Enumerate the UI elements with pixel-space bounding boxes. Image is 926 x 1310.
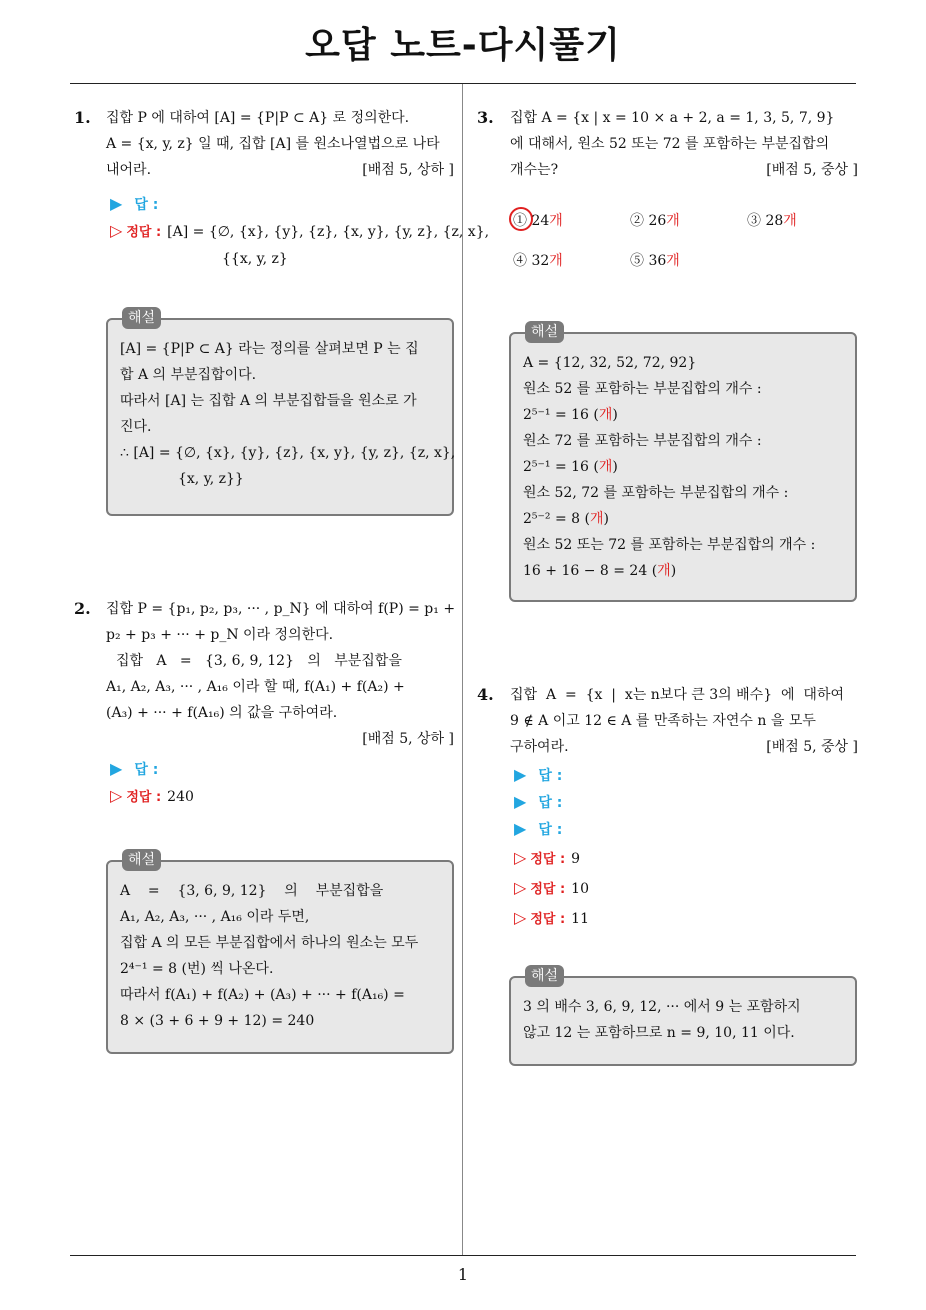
correct-answer-value: 240: [167, 789, 194, 805]
outline-triangle-icon: ▷: [514, 848, 527, 867]
question-2: [106, 596, 454, 811]
choice-mark: ③: [747, 213, 761, 229]
answer-row: [514, 789, 858, 816]
explanation-line: 합 A 의 부분집합이다.: [120, 367, 257, 383]
correct-answer-value-cont: {{x, y, z}: [222, 251, 288, 267]
answer-label: 답 :: [538, 768, 563, 784]
choice-mark: ①: [513, 213, 527, 229]
correct-answer-row: [514, 845, 858, 873]
correct-label: 정답 :: [530, 882, 566, 897]
score-label: [배점 5, 중상 ]: [766, 739, 858, 755]
play-triangle-icon: ▶: [110, 759, 123, 778]
outline-triangle-icon: ▷: [110, 786, 123, 805]
question-text-line: 구하여라.: [510, 739, 569, 755]
choice-value: 24: [531, 213, 550, 229]
choice-value: 32: [531, 253, 550, 269]
question-text-line: 집합 A = {x | x는 n보다 큰 3의 배수} 에 대하여: [510, 687, 845, 703]
explanation-line: A = {12, 32, 52, 72, 92}: [523, 355, 697, 371]
explanation-label: 해설: [525, 321, 564, 343]
choice-value: 36: [648, 253, 667, 269]
correct-answer-row: [514, 905, 858, 933]
explanation-label: 해설: [122, 307, 161, 329]
choice-value: 26: [648, 213, 667, 229]
choice-unit: 개: [666, 253, 680, 269]
header-rule: [70, 83, 856, 84]
choice-5[interactable]: [630, 248, 680, 274]
question-text-line: p₂ + p₃ + ··· + p_N 이라 정의한다.: [106, 627, 334, 643]
answer-row: [514, 762, 858, 789]
explanation-line: [A] = {P|P ⊂ A} 라는 정의를 살펴보면 P 는 집: [120, 341, 419, 357]
correct-label: 정답 :: [530, 852, 566, 867]
question-2-number: 2.: [74, 599, 91, 618]
explanation-line: 2⁴⁻¹ = 8 (번) 씩 나온다.: [120, 961, 274, 977]
explanation-line: 2⁵⁻¹ = 16 (개): [523, 459, 618, 475]
score-label: [배점 5, 상하 ]: [362, 162, 454, 178]
choice-mark: ④: [513, 253, 527, 269]
question-text-line: 집합 P = {p₁, p₂, p₃, ··· , p_N} 에 대하여 f(P) = p₁ +: [106, 601, 456, 617]
choice-mark: ⑤: [630, 253, 644, 269]
page-number: 1: [457, 1265, 469, 1284]
explanation-line: 따라서 f(A₁) + f(A₂) + (A₃) + ··· + f(A₁₆) =: [120, 987, 405, 1003]
answer-label: 답 :: [134, 762, 159, 778]
explanation-box-4: [509, 968, 857, 1066]
explanation-box-1: [106, 310, 456, 516]
explanation-line: ∴ [A] = {∅, {x}, {y}, {z}, {x, y}, {y, z}, {z, x},: [120, 445, 456, 461]
explanation-line: 원소 72 를 포함하는 부분집합의 개수 :: [523, 433, 762, 449]
footer-rule: [70, 1255, 856, 1256]
choice-mark: ②: [630, 213, 644, 229]
correct-answer-row: [514, 875, 858, 903]
explanation-line: 8 × (3 + 6 + 9 + 12) = 240: [120, 1013, 315, 1029]
correct-answer-row: [110, 218, 490, 246]
correct-label: 정답 :: [126, 790, 162, 805]
explanation-line: 2⁵⁻¹ = 16 (개): [523, 407, 618, 423]
question-text-line: 집합 A = {3, 6, 9, 12} 의 부분집합을: [116, 653, 402, 669]
choice-unit: 개: [549, 253, 563, 269]
correct-answer-value: [A] = {∅, {x}, {y}, {z}, {x, y}, {y, z}, {z, x},: [167, 224, 490, 240]
correct-label: 정답 :: [530, 912, 566, 927]
correct-answer-value: 9: [571, 851, 581, 867]
explanation-box-2: [106, 852, 454, 1054]
choice-3[interactable]: [747, 208, 797, 234]
page-title: 오답 노트-다시풀기: [305, 25, 621, 66]
correct-label: 정답 :: [126, 225, 162, 240]
score-label: [배점 5, 상하 ]: [362, 731, 454, 747]
answer-row: [514, 816, 858, 843]
question-text-line: (A₃) + ··· + f(A₁₆) 의 값을 구하여라.: [106, 705, 338, 721]
score-label: [배점 5, 중상 ]: [766, 162, 858, 178]
play-triangle-icon: ▶: [514, 819, 527, 838]
question-text-line: A₁, A₂, A₃, ··· , A₁₆ 이라 할 때, f(A₁) + f(A₂) +: [106, 679, 405, 695]
explanation-line: 원소 52, 72 를 포함하는 부분집합의 개수 :: [523, 485, 789, 501]
question-text-line: 집합 P 에 대하여 [A] = {P|P ⊂ A} 로 정의한다.: [106, 110, 410, 126]
question-3: [510, 105, 858, 183]
question-1-number: 1.: [74, 108, 91, 127]
question-3-number: 3.: [477, 108, 494, 127]
explanation-line: {x, y, z}}: [178, 471, 244, 487]
explanation-line: 진다.: [120, 419, 152, 435]
question-4: [510, 682, 858, 933]
question-text-line: 9 ∉ A 이고 12 ∈ A 를 만족하는 자연수 n 을 모두: [510, 713, 816, 729]
question-text-line: A = {x, y, z} 일 때, 집합 [A] 를 원소나열법으로 나타: [106, 136, 440, 152]
outline-triangle-icon: ▷: [514, 878, 527, 897]
choice-unit: 개: [783, 213, 797, 229]
explanation-line: 3 의 배수 3, 6, 9, 12, ··· 에서 9 는 포함하지: [523, 999, 801, 1015]
explanation-line: 16 + 16 − 8 = 24 (개): [523, 563, 677, 579]
correct-answer-value: 11: [571, 911, 589, 927]
answer-row: [110, 756, 454, 783]
explanation-line: A = {3, 6, 9, 12} 의 부분집합을: [120, 883, 384, 899]
choice-unit: 개: [549, 213, 563, 229]
question-4-number: 4.: [477, 685, 494, 704]
choice-4[interactable]: [513, 248, 563, 274]
play-triangle-icon: ▶: [514, 765, 527, 784]
question-1: [106, 105, 490, 272]
question-text-line: 에 대해서, 원소 52 또는 72 를 포함하는 부분집합의: [510, 136, 830, 152]
play-triangle-icon: ▶: [110, 194, 123, 213]
answer-label: 답 :: [538, 822, 563, 838]
answer-row: [110, 191, 454, 218]
answer-label: 답 :: [538, 795, 563, 811]
choice-2[interactable]: [630, 208, 680, 234]
question-text-line: 개수는?: [510, 162, 559, 178]
explanation-line: 따라서 [A] 는 집합 A 의 부분집합들을 원소로 가: [120, 393, 417, 409]
explanation-line: A₁, A₂, A₃, ··· , A₁₆ 이라 두면,: [120, 909, 310, 925]
correct-answer-row: [110, 783, 454, 811]
outline-triangle-icon: ▷: [110, 221, 123, 240]
question-text-line: 내어라.: [106, 162, 152, 178]
explanation-label: 해설: [525, 965, 564, 987]
play-triangle-icon: ▶: [514, 792, 527, 811]
question-text-line: 집합 A = {x | x = 10 × a + 2, a = 1, 3, 5, 7, 9}: [510, 110, 835, 126]
explanation-line: 원소 52 또는 72 를 포함하는 부분집합의 개수 :: [523, 537, 816, 553]
choice-unit: 개: [666, 213, 680, 229]
explanation-label: 해설: [122, 849, 161, 871]
answer-label: 답 :: [134, 197, 159, 213]
choice-1[interactable]: [513, 208, 563, 234]
explanation-line: 원소 52 를 포함하는 부분집합의 개수 :: [523, 381, 762, 397]
choice-value: 28: [765, 213, 784, 229]
explanation-line: 않고 12 는 포함하므로 n = 9, 10, 11 이다.: [523, 1025, 795, 1041]
explanation-line: 2⁵⁻² = 8 (개): [523, 511, 609, 527]
explanation-line: 집합 A 의 모든 부분집합에서 하나의 원소는 모두: [120, 935, 419, 951]
column-divider: [462, 84, 463, 1256]
correct-answer-value: 10: [571, 881, 589, 897]
explanation-box-3: [509, 324, 857, 602]
outline-triangle-icon: ▷: [514, 908, 527, 927]
